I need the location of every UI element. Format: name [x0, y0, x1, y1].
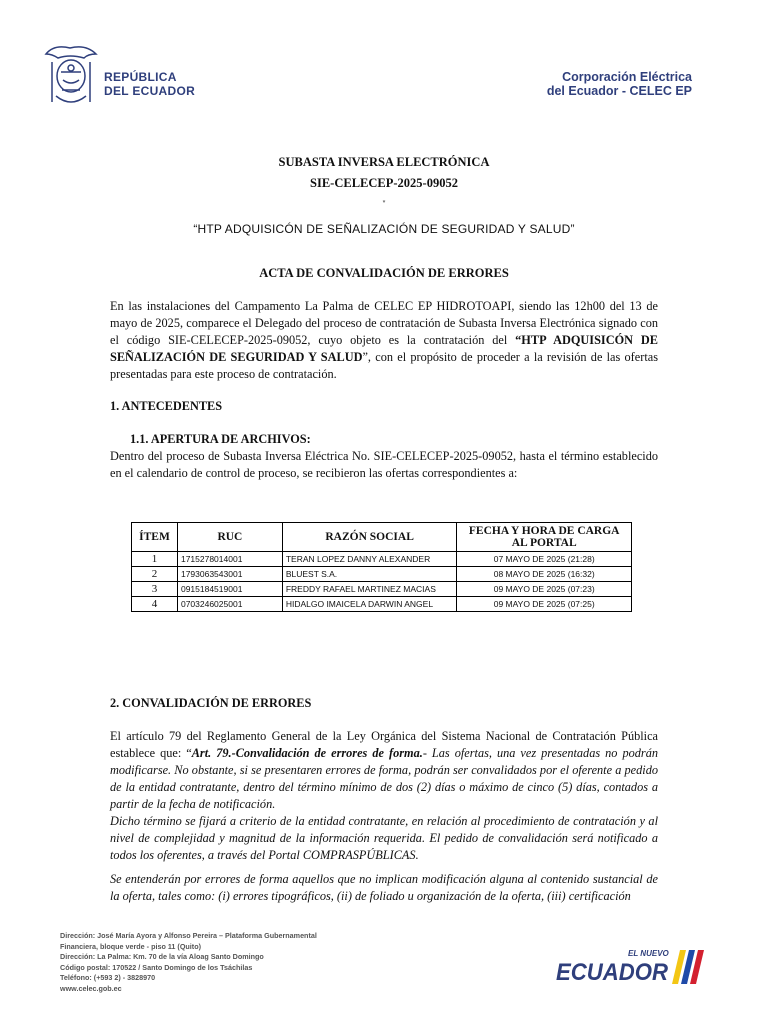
corporation-name-line2: del Ecuador - CELEC EP	[546, 84, 692, 98]
col-header-razon-social: RAZÓN SOCIAL	[282, 523, 457, 552]
stray-quote-mark: "	[382, 199, 386, 208]
cell-fecha-hora: 08 MAYO DE 2025 (16:32)	[457, 567, 632, 582]
footer-postal-code: Código postal: 170522 / Santo Domingo de los Tsáchilas	[60, 962, 253, 972]
document-title: SUBASTA INVERSA ELECTRÓNICA	[278, 155, 490, 169]
footer-contact-block	[60, 931, 317, 994]
intro-paragraph	[110, 298, 658, 383]
republica-line2: DEL ECUADOR	[104, 84, 196, 98]
table-row	[132, 582, 632, 597]
art79-body: - Las ofertas, una vez presentadas no podrán modificarse. No obstante, si se presentaren errores de forma, podrán ser convalidados por el oferente a pedido de la entidad contratante, dentro del término mínimo de dos (2) días o máximo de cinco (5) días, contados a partir de la fecha de notificación.	[110, 746, 658, 811]
section-2-paragraph-3: Se entenderán por errores de forma aquellos que no implican modificación alguna al contenido sustancial de la oferta, tales como: (i) errores tipográficos, (ii) de foliado u organización de la oferta, (iii) certificación	[110, 872, 658, 903]
flag-stripes-icon	[672, 950, 704, 984]
process-subject: “HTP ADQUISICÓN DE SEÑALIZACIÓN DE SEGURIDAD Y SALUD”	[193, 222, 575, 236]
section-2-heading: 2. CONVALIDACIÓN DE ERRORES	[110, 696, 312, 710]
cell-razon-social: FREDDY RAFAEL MARTINEZ MACIAS	[282, 582, 457, 597]
brand-big-text: ECUADOR	[556, 959, 669, 986]
intro-text-1: En las instalaciones del Campamento La Palma de CELEC EP HIDROTOAPI, siendo las 12h00 del 13 de mayo de 2025, comparece el Delegado del proceso de contratación de Subasta Inversa Electrónica signado con el código SIE-CELECEP-2025-09052, cuyo objeto es la contratación del	[110, 299, 658, 347]
cell-razon-social: BLUEST S.A.	[282, 567, 457, 582]
cell-fecha-hora: 07 MAYO DE 2025 (21:28)	[457, 552, 632, 567]
cell-item: 1	[132, 552, 178, 567]
cell-ruc: 0915184519001	[177, 582, 282, 597]
col-header-ruc: RUC	[177, 523, 282, 552]
footer-address-2: Financiera, bloque verde - piso 11 (Quito)	[60, 941, 201, 951]
cell-razon-social: TERAN LOPEZ DANNY ALEXANDER	[282, 552, 457, 567]
cell-ruc: 0703246025001	[177, 597, 282, 612]
cell-fecha-hora: 09 MAYO DE 2025 (07:23)	[457, 582, 632, 597]
footer-website: www.celec.gob.ec	[60, 983, 122, 993]
republica-line1: REPÚBLICA	[104, 70, 177, 84]
footer-address-1: Dirección: José María Ayora y Alfonso Pereira – Plataforma Gubernamental	[60, 931, 317, 940]
section-2-paragraph-1	[110, 728, 658, 813]
acta-title: ACTA DE CONVALIDACIÓN DE ERRORES	[259, 266, 509, 280]
cell-razon-social: HIDALGO IMAICELA DARWIN ANGEL	[282, 597, 457, 612]
table-row	[132, 567, 632, 582]
intro-bold-subject: “HTP ADQUISICÓN DE SEÑALIZACIÓN DE SEGURIDAD Y SALUD	[110, 333, 658, 364]
section-1-1-paragraph: Dentro del proceso de Subasta Inversa Eléctrica No. SIE-CELECEP-2025-09052, hasta el término establecido en el calendario de control de proceso, se recibieron las ofertas correspondientes a:	[110, 449, 658, 480]
cell-ruc: 1715278014001	[177, 552, 282, 567]
cell-ruc: 1793063543001	[177, 567, 282, 582]
section-1-heading: 1. ANTECEDENTES	[110, 399, 223, 413]
footer-address-3: Dirección: La Palma: Km. 70 de la vía Aloag Santo Domingo	[60, 952, 264, 961]
intro-text-2: ”, con el propósito de proceder a la revisión de las ofertas presentadas para este proceso de contratación.	[110, 350, 658, 381]
cell-item: 3	[132, 582, 178, 597]
art79-title: Art. 79.-Convalidación de errores de forma.	[191, 746, 423, 760]
col-header-item: ÍTEM	[132, 523, 178, 552]
offers-table	[131, 522, 632, 612]
cell-fecha-hora: 09 MAYO DE 2025 (07:25)	[457, 597, 632, 612]
art79-intro: El artículo 79 del Reglamento General de la Ley Orgánica del Sistema Nacional de Contratación Pública establece que: “	[110, 729, 658, 760]
section-1-1-heading: 1.1. APERTURA DE ARCHIVOS:	[130, 432, 311, 446]
cell-item: 2	[132, 567, 178, 582]
brand-small-text: EL NUEVO	[628, 949, 669, 958]
footer-phone: Teléfono: (+593 2) - 3828970	[60, 973, 156, 982]
cell-item: 4	[132, 597, 178, 612]
table-row	[132, 552, 632, 567]
table-header-row	[132, 523, 632, 552]
process-code: SIE-CELECEP-2025-09052	[310, 176, 458, 190]
corporation-name-line1: Corporación Eléctrica	[562, 70, 692, 84]
col-header-fecha-hora: FECHA Y HORA DE CARGA AL PORTAL	[457, 523, 632, 552]
el-nuevo-ecuador-logo	[556, 946, 708, 986]
table-row	[132, 597, 632, 612]
section-2-paragraph-2: Dicho término se fijará a criterio de la entidad contratante, en relación al procedimiento de contratación y al nivel de complejidad y magnitud de la información requerida. El pedido de convalidación será notificado a todos los oferentes, a través del Portal COMPRASPÚBLICAS.	[110, 814, 658, 862]
